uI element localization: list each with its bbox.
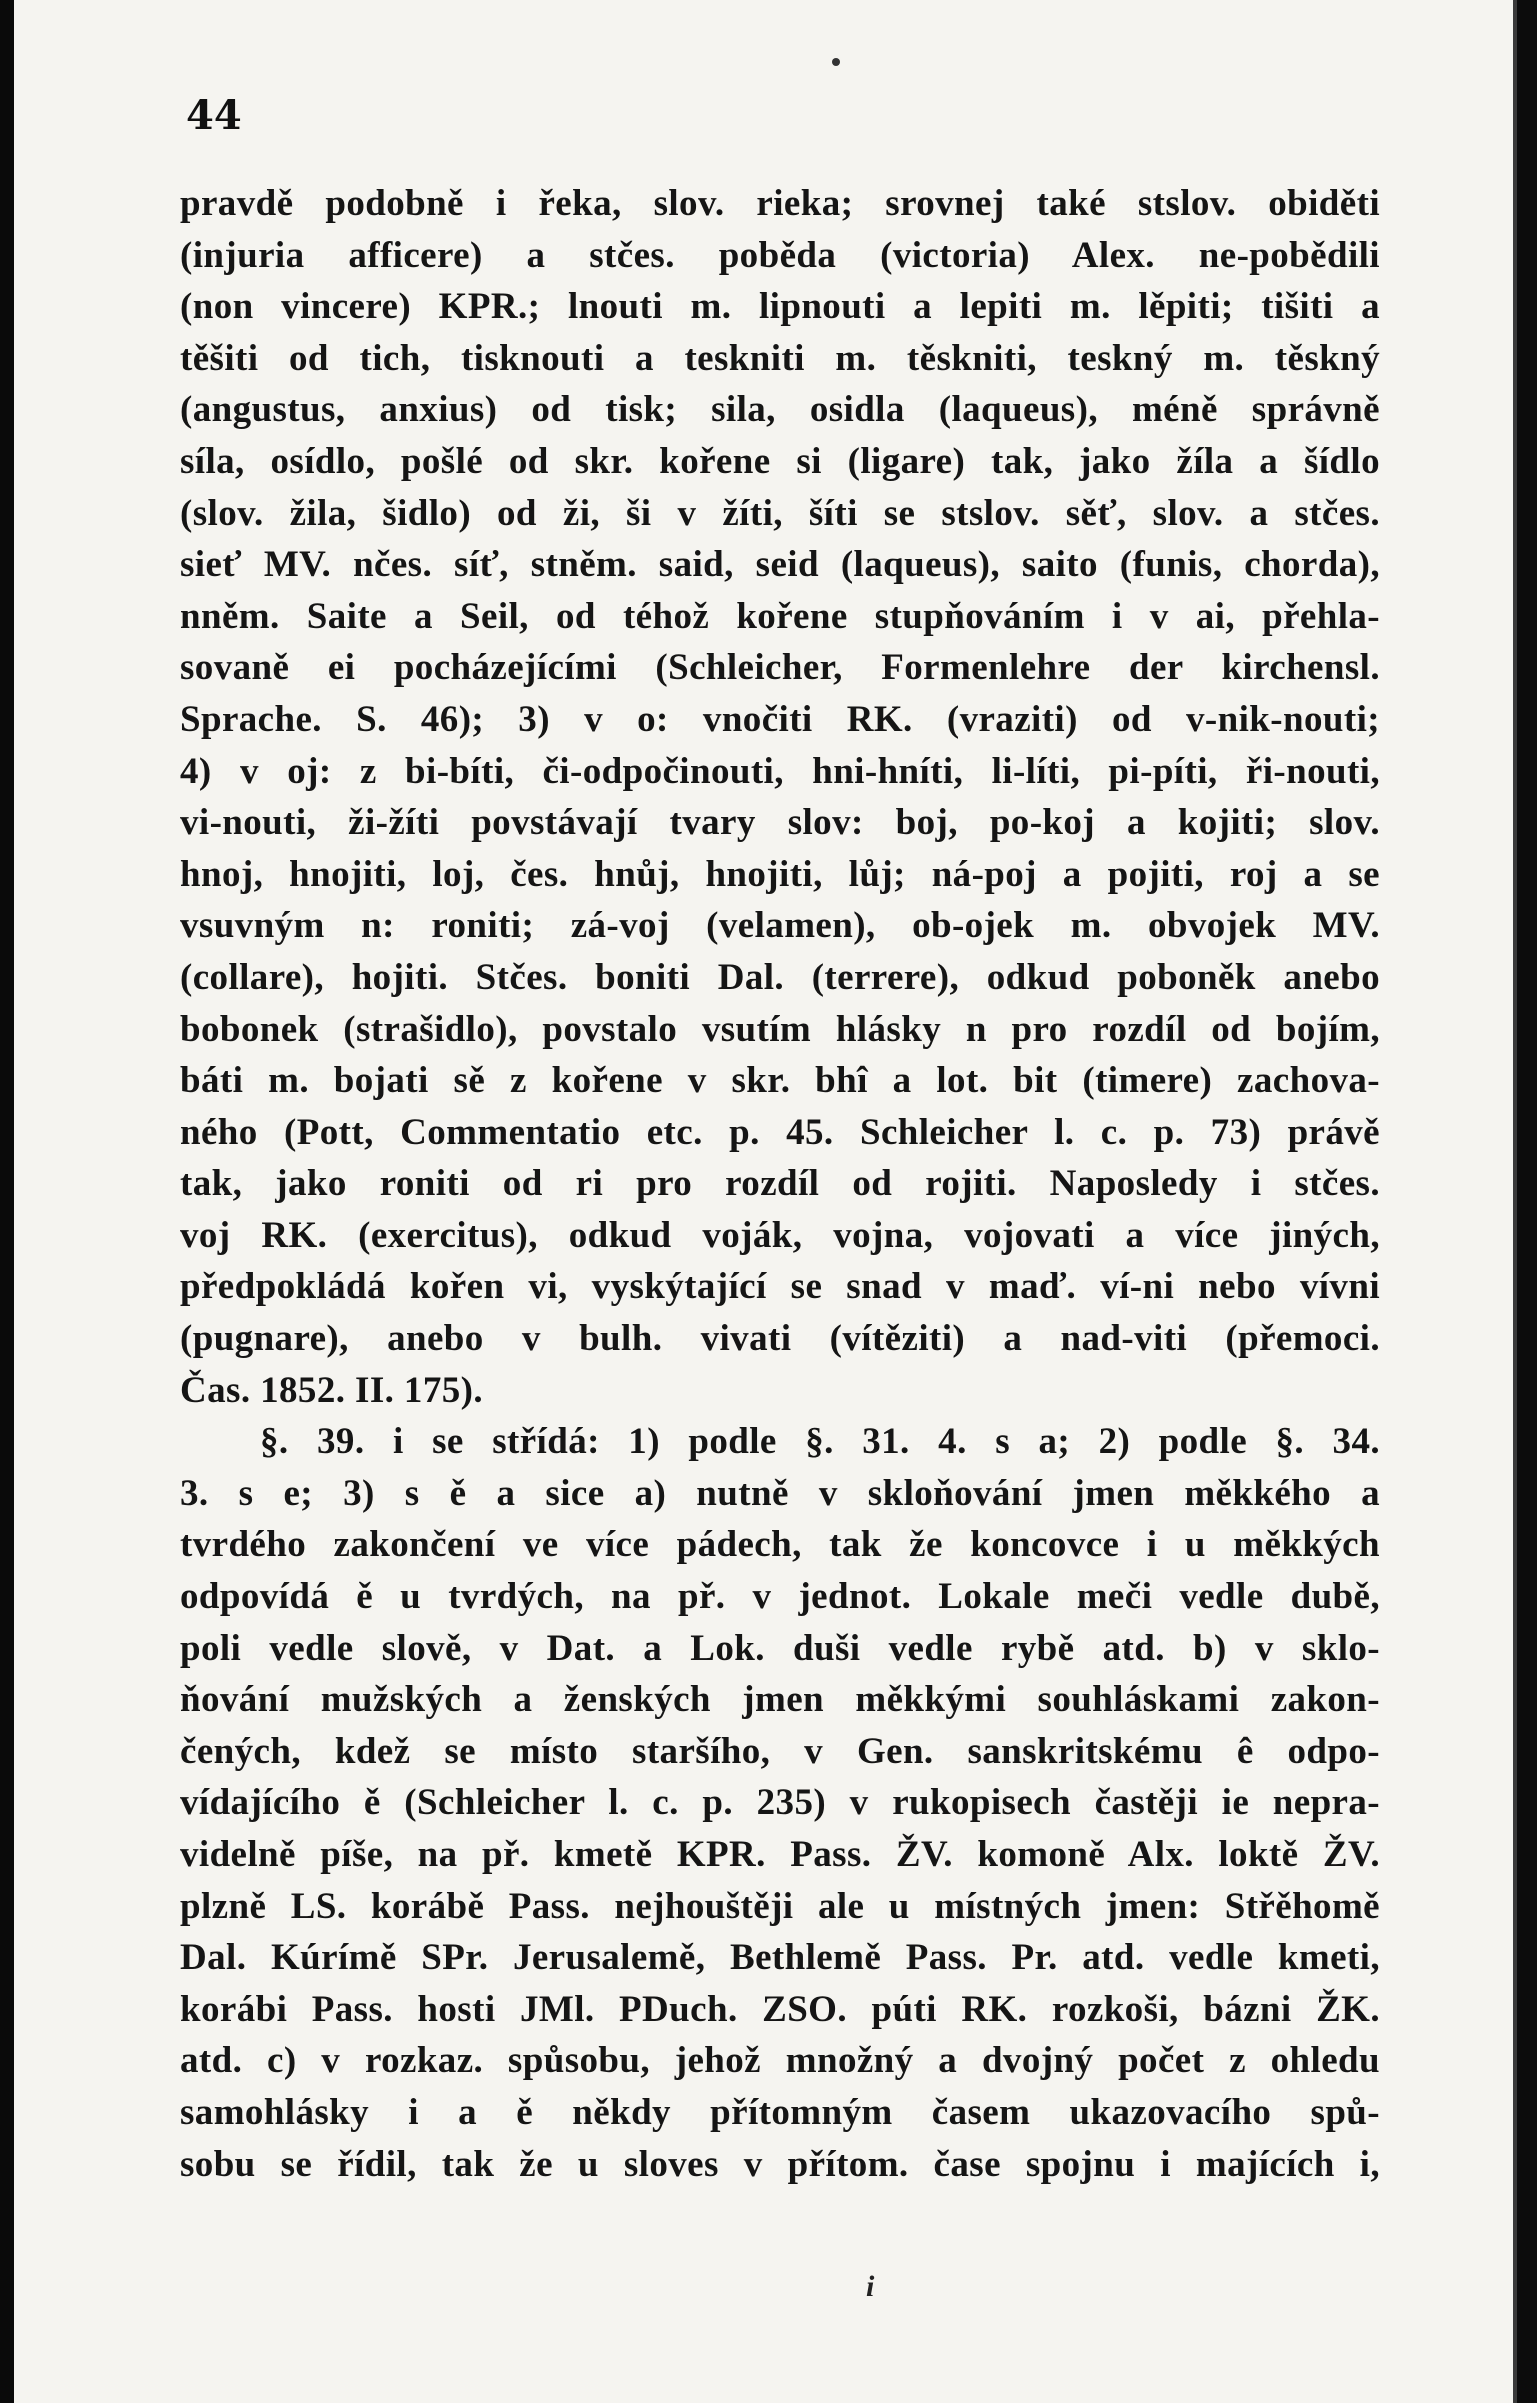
text-line: čených, kdež se místo staršího, v Gen. sanskritskému ê odpo-	[180, 1730, 1380, 1772]
text-line: hnoj, hnojiti, loj, čes. hnůj, hnojiti, lůj; ná-poj a pojiti, roj a se	[180, 853, 1380, 895]
text-line: tak, jako roniti od ri pro rozdíl od rojiti. Naposledy i stčes.	[180, 1163, 1380, 1205]
body-text	[180, 178, 1380, 2190]
text-line: 4) v oj: z bi-bíti, či-odpočinouti, hni-hníti, li-líti, pi-píti, ři-nouti,	[180, 750, 1380, 792]
text-line: Dal. Kúrímě SPr. Jerusalemě, Bethlemě Pass. Pr. atd. vedle kmeti,	[180, 1937, 1380, 1979]
text-line: (non vincere) KPR.; lnouti m. lipnouti a lepiti m. lěpiti; tišiti a	[180, 286, 1380, 328]
text-line: báti m. bojati sě z kořene v skr. bhî a lot. bit (timere) zachova-	[180, 1060, 1380, 1102]
text-line: bobonek (strašidlo), povstalo vsutím hlásky n pro rozdíl od bojím,	[180, 1008, 1380, 1050]
text-line: Sprache. S. 46); 3) v o: vnočiti RK. (vraziti) od v-nik-nouti;	[180, 698, 1380, 740]
text-line: (slov. žila, šidlo) od ži, ši v žíti, šíti se stslov. sěť, slov. a stčes.	[180, 492, 1380, 534]
text-line: ného (Pott, Commentatio etc. p. 45. Schleicher l. c. p. 73) právě	[180, 1111, 1380, 1153]
text-line: předpokládá kořen vi, vyskýtající se snad v maď. ví-ni nebo vívni	[180, 1266, 1380, 1308]
text-line: sobu se řídil, tak že u sloves v přítom. čase spojnu i majících i,	[180, 2143, 1380, 2185]
text-line: atd. c) v rozkaz. spůsobu, jehož množný a dvojný počet z ohledu	[180, 2040, 1380, 2082]
text-line: (collare), hojiti. Stčes. boniti Dal. (terrere), odkud poboněk anebo	[180, 956, 1380, 998]
text-line: sieť MV. nčes. síť, stněm. said, seid (laqueus), saito (funis, chorda),	[180, 544, 1380, 586]
text-line: sovaně ei pocházejícími (Schleicher, Formenlehre der kirchensl.	[180, 647, 1380, 689]
text-line: poli vedle slově, v Dat. a Lok. duši vedle rybě atd. b) v sklo-	[180, 1627, 1380, 1669]
text-line: nněm. Saite a Seil, od téhož kořene stupňováním i v ai, přehla-	[180, 595, 1380, 637]
text-line: ňování mužských a ženských jmen měkkými souhláskami zakon-	[180, 1679, 1380, 1721]
text-line: korábi Pass. hosti JMl. PDuch. ZSO. púti RK. rozkoši, bázni ŽK.	[180, 1988, 1380, 2030]
text-line: vsuvným n: roniti; zá-voj (velamen), ob-ojek m. obvojek MV.	[180, 905, 1380, 947]
footer-mark: i	[866, 2270, 875, 2303]
scan-speck	[832, 58, 840, 66]
text-line: vídajícího ě (Schleicher l. c. p. 235) v rukopisech častěji ie nepra-	[180, 1782, 1380, 1824]
text-line: síla, osídlo, pošlé od skr. kořene si (ligare) tak, jako žíla a šídlo	[180, 440, 1380, 482]
scan-edge-left	[0, 0, 14, 2403]
text-line: odpovídá ě u tvrdých, na př. v jednot. Lokale meči vedle dubě,	[180, 1576, 1380, 1618]
text-line: pravdě podobně i řeka, slov. rieka; srovnej také stslov. obiděti	[180, 183, 1380, 224]
text-line: (pugnare), anebo v bulh. vivati (vítěziti) a nad-viti (přemoci.	[180, 1318, 1380, 1360]
section-heading-line: §. 39. i se střídá: 1) podle §. 31. 4. s a; 2) podle §. 34.	[260, 1421, 1380, 1463]
text-line: Čas. 1852. II. 175).	[180, 1369, 483, 1411]
text-line: tvrdého zakončení ve více pádech, tak že koncovce i u měkkých	[180, 1524, 1380, 1566]
text-line: plzně LS. korábě Pass. nejhouštěji ale u místných jmen: Střěhomě	[180, 1885, 1380, 1927]
scan-edge-right	[1517, 0, 1537, 2403]
text-line: voj RK. (exercitus), odkud voják, vojna, vojovati a více jiných,	[180, 1214, 1380, 1256]
text-line: (injuria afficere) a stčes. poběda (victoria) Alex. ne-pobědili	[180, 234, 1380, 276]
text-line: 3. s e; 3) s ě a sice a) nutně v skloňování jmen měkkého a	[180, 1472, 1380, 1514]
text-line: těšiti od tich, tisknouti a teskniti m. těskniti, teskný m. těskný	[180, 337, 1380, 379]
text-line: vi-nouti, ži-žíti povstávají tvary slov: boj, po-koj a kojiti; slov.	[180, 802, 1380, 844]
text-line: videlně píše, na př. kmetě KPR. Pass. ŽV. komoně Alx. loktě ŽV.	[180, 1834, 1380, 1875]
page-number: 44	[186, 92, 242, 139]
text-line: samohlásky i a ě někdy přítomným časem ukazovacího spů-	[180, 2091, 1380, 2133]
text-line: (angustus, anxius) od tisk; sila, osidla (laqueus), méně správně	[180, 389, 1380, 431]
